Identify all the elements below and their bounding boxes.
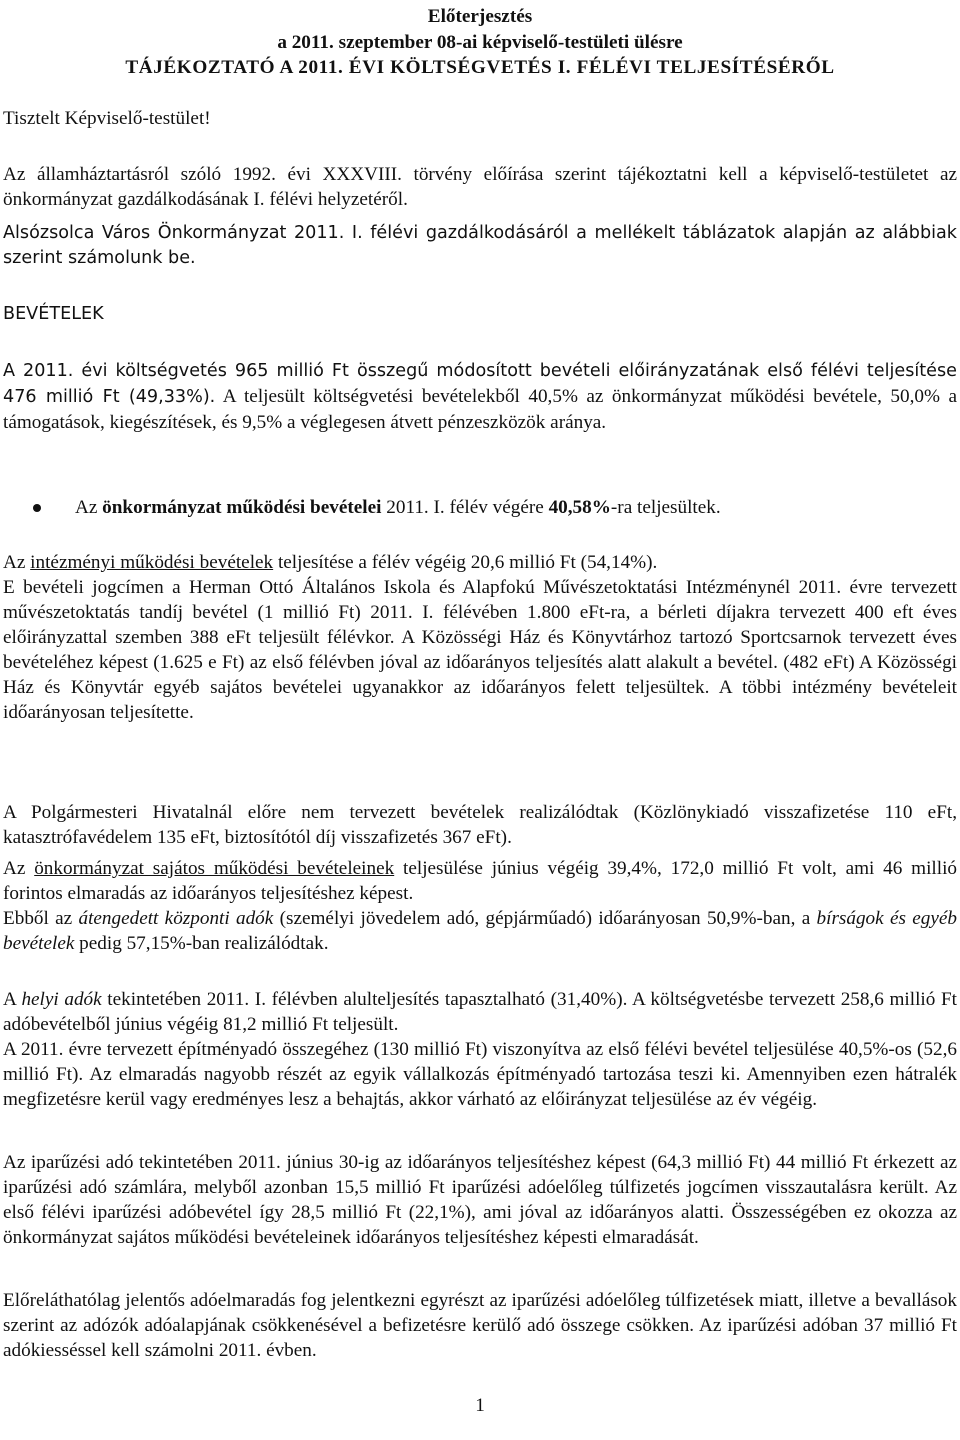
building-tax-paragraph: A 2011. évre tervezett építményadó összegéhez (130 millió Ft) viszonyítva az első félévi bevétel teljesülése 40,5%-os (52,6 millió Ft). Az elmaradás nagyobb részét az egyik vállalkozás építményadó tartozása teszi ki. Amennyiben ezen hátralék megfizetésre kerül vagy eredményes lesz a behajtás, akkor várható az előirányzat teljesülése az év végéig. (3, 1039, 957, 1110)
intro-paragraph-2: Alsózsolca Város Önkormányzat 2011. I. félévi gazdálkodásáról a mellékelt táblázatok alapján az alábbiak szerint számolunk be. (3, 223, 957, 268)
bullet-text-c: 2011. I. félév végére (381, 497, 549, 518)
own-revenue-paragraph (3, 856, 957, 906)
bullet-text-e: -ra teljesültek. (610, 497, 721, 518)
own-revenue-b: teljesülése június végéig 39,4%, 172,0 millió Ft volt, ami 46 millió forintos elmaradás az időarányos teljesítéshez képest. (3, 858, 958, 904)
own-revenue-underlined: önkormányzat sajátos működési bevételeinek (34, 858, 395, 879)
institutional-a: Az (3, 552, 31, 573)
business-tax-paragraph: Az iparűzési adó tekintetében 2011. június 30-ig az időarányos teljesítéshez képest (64,3 millió Ft) 44 millió Ft érkezett az iparűzési adó számlára, melyből azonban 15,5 millió Ft iparűzési adóelőleg túlfizetés jogcímen visszautalásra került. Az első félévi iparűzési adóbevétel így 28,5 millió Ft (22,1%), ami jóval az időarányos alatti. Összességében ez okozza az önkormányzat sajátos működési bevételeinek időarányos teljesítéshez képesti elmaradását. (3, 1152, 957, 1248)
institutional-revenue-paragraph (3, 550, 957, 575)
local-taxes-paragraph (3, 987, 957, 1037)
salutation: Tisztelt Képviselő-testület! (3, 108, 211, 129)
institutional-underlined: intézményi működési bevételek (30, 552, 274, 573)
bullet-text-a: Az (75, 497, 103, 518)
institutional-b: teljesítése a félév végéig 20,6 millió Ft (54,14%). (273, 552, 658, 573)
transferred-italic-2: bírságok és egyéb bevételek (3, 908, 957, 954)
local-taxes-c: tekintetében 2011. I. félévben alulteljesítés tapasztalható (31,40%). A költségvetésbe tervezett 258,6 millió Ft adóbevételből június végéig 81,2 millió Ft teljesült. (3, 989, 957, 1035)
page-number: 1 (475, 1395, 485, 1416)
own-revenue-a: Az (3, 858, 35, 879)
local-taxes-italic: helyi adók (21, 989, 102, 1010)
revenue-summary-serif: A teljesült költségvetési bevételekből 40,5% az önkormányzat működési bevétele, 50,0% a támogatások, kiegészítések, és 9,5% a véglegesen átvett pénzeszközök aránya. (3, 386, 957, 433)
document-title: Előterjesztés (427, 6, 533, 27)
transferred-taxes-paragraph (3, 906, 957, 956)
intro-paragraph-1: Az államháztartásról szóló 1992. évi XXXVIII. törvény előírása szerint tájékoztatni kell a képviselő-testületet az önkormányzat gazdálkodásának I. félévi helyzetéről. (3, 164, 957, 210)
section-heading-revenue: BEVÉTELEK (3, 304, 104, 324)
revenue-summary-paragraph (3, 358, 957, 435)
bullet-text (75, 495, 721, 520)
bullet-text-bold: önkormányzat működési bevételei (102, 497, 382, 518)
institutional-detail-paragraph: E bevételi jogcímen a Herman Ottó Általános Iskola és Alapfokú Művészetoktatási Intézménynél 2011. évre tervezett művészetoktatás tandíj bevétel (1 millió Ft) 2011. I. félévében 1.800 eFt-ra, a bérleti díjakra tervezett 400 eft éves előirányzattal szemben 388 eFt teljesült félévkor. A Közösségi Ház és Könyvtárhoz tartozó Sportcsarnok tervezett éves bevételéhez képest (1.625 e Ft) az első félévben jóval az időarányos teljesítés alatt alakult a bevétel. (482 eFt) A Közösségi Ház és Könyvtár egyéb sajátos bevételei ugyanakkor az időarányos felett teljesültek. A többi intézmény bevételeit időarányosan teljesítette. (3, 577, 957, 723)
forecast-paragraph: Előreláthatólag jelentős adóelmaradás fog jelentkezni egyrészt az iparűzési adóelőleg túlfizetések miatt, illetve a bevallások szerint az adózók adóalapjának csökkenésével a befizetésre kerülő adó összege csökken. Az iparűzési adóban 37 millió Ft adókiesséssel kell számolni 2011. évben. (3, 1290, 957, 1361)
revenue-summary-sans: A 2011. évi költségvetés 965 millió Ft összegű módosított bevételi előirányzatának első félévi teljesítése 476 millió Ft (49,33%). (3, 361, 957, 407)
document-subject: TÁJÉKOZTATÓ A 2011. ÉVI KÖLTSÉGVETÉS I. FÉLÉVI TELJESÍTÉSÉRŐL (125, 57, 835, 78)
transferred-c3: (személyi jövedelem adó, gépjárműadó) időarányosan 50,9%-ban, a (273, 908, 817, 929)
mayor-office-paragraph: A Polgármesteri Hivatalnál előre nem tervezett bevételek realizálódtak (Közlönykiadó visszafizetése 110 eFt, katasztrófavédelem 135 eFt, biztosítótól díj visszafizetés 367 eFt). (3, 802, 957, 848)
meeting-date-line: a 2011. szeptember 08-ai képviselő-testületi ülésre (277, 32, 683, 53)
bullet-dot-icon (33, 504, 41, 512)
transferred-italic-1: átengedett központi adók (78, 908, 274, 929)
bullet-percent: 40,58% (548, 497, 611, 518)
transferred-c5: pedig 57,15%-ban realizálódtak. (74, 933, 329, 954)
transferred-c1: Ebből az (3, 908, 79, 929)
local-taxes-a: A (3, 989, 22, 1010)
